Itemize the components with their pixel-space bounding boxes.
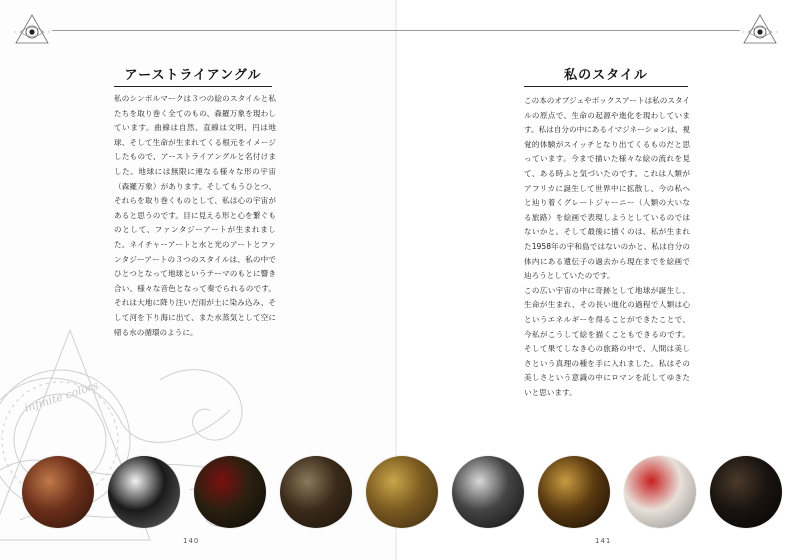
right-body-text (524, 94, 690, 400)
artwork-thumbnail-red-sphere (624, 456, 696, 528)
artwork-thumbnail-red-lantern-object (194, 456, 266, 528)
artwork-thumbnail-golden-grass (366, 456, 438, 528)
heading-underline (524, 86, 688, 87)
left-body-text (114, 92, 276, 340)
artwork-thumbnail-black-wire-sculpture (108, 456, 180, 528)
ornament-script-text: infinite colors (22, 378, 100, 415)
paragraph: 私のシンボルマークは３つの絵のスタイルと私たちを取り巻く全てのもの、森羅万象を現わしています。曲線は自然、直線は文明、円は地球、そして生命が生まれてくる根元をイメージしたもので、アーストライアングルと名付けました。地球には無限に連なる様々な形の宇宙（森羅万象）があります。そしてもうひとつ、それらを取り巻くものとして、私は心の宇宙があると思うのです。目に見える形と心を繋ぐものとして、ファンタジーアートが生まれました。ネイチャーアートと水と光のアートとファンタジーアートの３つのスタイルは、私の中でひとつとなって地球というテーマのもとに響き合い、様々な音色となって奏でられるのです。それは大地に降り注いだ雨が土に染み込み、そして河を下り海に出て、また水蒸気として空に帰る水の循環のように。 (114, 94, 276, 337)
page-number-right: 141 (595, 537, 612, 545)
artwork-thumbnail-clockwork-gears (538, 456, 610, 528)
triangle-eye-icon (14, 12, 50, 48)
paragraph: この広い宇宙の中に奇跡として地球が誕生し、生命が生まれ、その長い進化の過程で人類は心というエネルギーを得ることができたことで、今私がこうして絵を描くこともできるのです。そして果てしなき心の旅路の中で、人間は美しさという真理の種を手に入れました。私はその美しさという意識の中にロマンを託してゆきたいと思います。 (524, 285, 690, 397)
artwork-thumbnail-glass-bottle (452, 456, 524, 528)
heading-underline (114, 86, 272, 87)
page-number-left: 140 (183, 537, 200, 545)
triangle-eye-icon (742, 12, 778, 48)
artwork-thumbnail-dark-glass-vessels (710, 456, 782, 528)
artwork-thumbnail-rusted-mechanism (280, 456, 352, 528)
right-heading-text: 私のスタイル (564, 68, 648, 83)
left-heading (114, 64, 272, 83)
top-rule (52, 30, 740, 31)
right-heading (524, 64, 688, 83)
artwork-thumbnail-globe (22, 456, 94, 528)
artwork-thumbnail-strip (0, 456, 792, 536)
paragraph: この本のオブジェやボックスアートは私のスタイルの原点で、生命の起源や進化を現わしています。私は自分の中にあるイマジネーションは、視覚的体験がスイッチとなり出てくるものだと思っています。今まで描いた様々な絵の流れを見て、ある時ふと気づいたのです。これは人類がアフリカに誕生して世界中に拡散し、今の私へと辿り着くグレートジャーニー（人類の大いなる旅路）を絵画で表現しようとしているのではないかと。そして最後に描くのは、私が生まれた1958年の宇和島ではないのかと、私は自分の体内にある遺伝子の過去から現在までを絵画で辿ろうとしていたのです。 (524, 96, 690, 281)
left-heading-text: アーストライアングル (124, 68, 262, 83)
